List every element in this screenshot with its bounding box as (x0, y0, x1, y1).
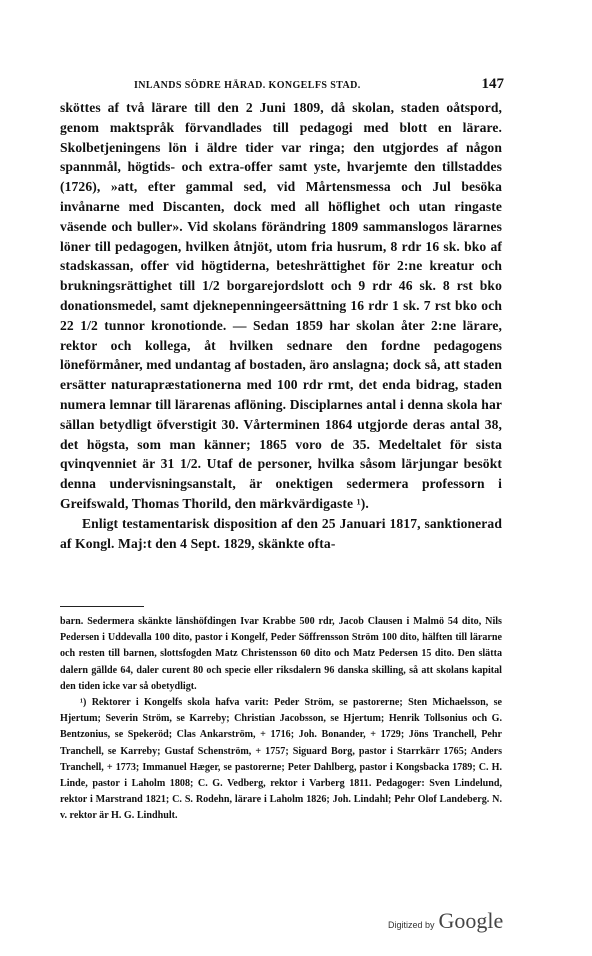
paragraph: sköttes af två lärare till den 2 Juni 1809, då skolan, staden oåtspord, genom maktspråk förvandlades till pedagogi med blott en lärare. Skolbetjeningens lön i äldre tider var ringa; den utgjordes af någon spannmål, högtids- och extra-offer samt yste, hvarjemte den tillstaddes (1726), »att, efter gammal sed, vid Mårtensmessa och Jul besöka invånarne med Discanten, dock med all höflighet och utan ringaste väsende och buller». Vid skolans förändring 1809 sammanslogos lärarnes löner till pedagogen, hvilken åtnjöt, utom fria husrum, 8 rdr 16 sk. bko af stadskassan, offer vid högtiderna, beteshrättighet för 2:ne kreatur och brukningsrättighet till 1/2 borgarejordslott och 9 rdr 46 sk. 8 rst bko donationsmedel, samt djeknepenningeersättning 16 rdr 1 sk. 7 rst bko och 22 1/2 tunnor kronotionde. — Sedan 1859 har skolan åter 2:ne lärare, rektor och kollega, åt hvilken sednare den fordne pedagogens löneförmåner, med undantag af bostaden, äro anslagna; dock så, att staden ersätter naturapræstationerna med 100 rdr rmt, det enda bidrag, staden numera lemnar till lärarenas aflöning. Disciplarnes antal i denna skola har sällan betydligt öfverstigit 30. Vårterminen 1864 utgjorde deras antal 38, det högsta, som man känner; 1865 voro de 35. Medeltalet för sista qvinqvenniet är 31 1/2. Utaf de personer, hvilka såsom lärjungar besökt denna undervisningsanstalt, är onektigen sedermera professorn i Greifswald, Thomas Thorild, den märkvärdigaste ¹). (60, 100, 502, 511)
paragraph: Enligt testamentarisk disposition af den 25 Januari 1817, sanktionerad af Kongl. Maj:t den 4 Sept. 1829, skänkte ofta- (60, 515, 502, 551)
main-text (60, 98, 502, 553)
digitized-by-label: Digitized by (388, 920, 435, 930)
footnote-1: ¹) Rektorer i Kongelfs skola hafva varit: Peder Ström, se pastorerne; Sten Michaelsson, se Hjertum; Severin Ström, se Karreby; Christian Jacobsson, se Hjertum; Henrik Tollsonius och G. Bentzonius, se Spekeröd; Clas Ankarström, + 1716; Joh. Bonander, + 1729; Jöns Tranchell, Pehr Tranchell, se Karreby; Gustaf Schenström, + 1757; Siguard Borg, pastor i Starrkärr 1765; Anders Tranchell, + 1773; Immanuel Hæger, se pastorerne; Peter Dahlberg, pastor i Kongsbacka 1789; C. H. Linde, pastor i Laholm 1808; C. G. Vedberg, rektor i Varberg 1811. Pedagoger: Sven Lindelund, rektor i Marstrand 1821; C. S. Rodehn, lärare i Laholm 1826; Joh. Lindahl; Pehr Olof Landeberg. N. v. rektor är H. G. Lindhult. (60, 697, 502, 822)
footnotes (60, 614, 502, 825)
footnote-continuation: barn. Sedermera skänkte länshöfdingen Ivar Krabbe 500 rdr, Jacob Clausen i Malmö 54 dito, Nils Pedersen i Uddevalla 100 dito, pastor i Kongelf, Peder Söffrensson Ström 100 dito, hälften till lärarne och resten till barnen, slottsfogden Matz Christensson 60 dito och Matz Pedersen 15 dito. Den slätta dalern gällde 64, daler curent 80 och specie eller riksdalern 96 danska skilling, så att skolans kapital den tiden icke var så obetydligt. (60, 616, 502, 692)
page-number: 147 (481, 76, 504, 92)
page-header (134, 76, 504, 93)
footnote-divider (60, 606, 144, 607)
google-watermark (388, 908, 503, 934)
running-title: INLANDS SÖDRE HÄRAD. KONGELFS STAD. (134, 80, 361, 91)
google-logo: Google (438, 908, 504, 933)
